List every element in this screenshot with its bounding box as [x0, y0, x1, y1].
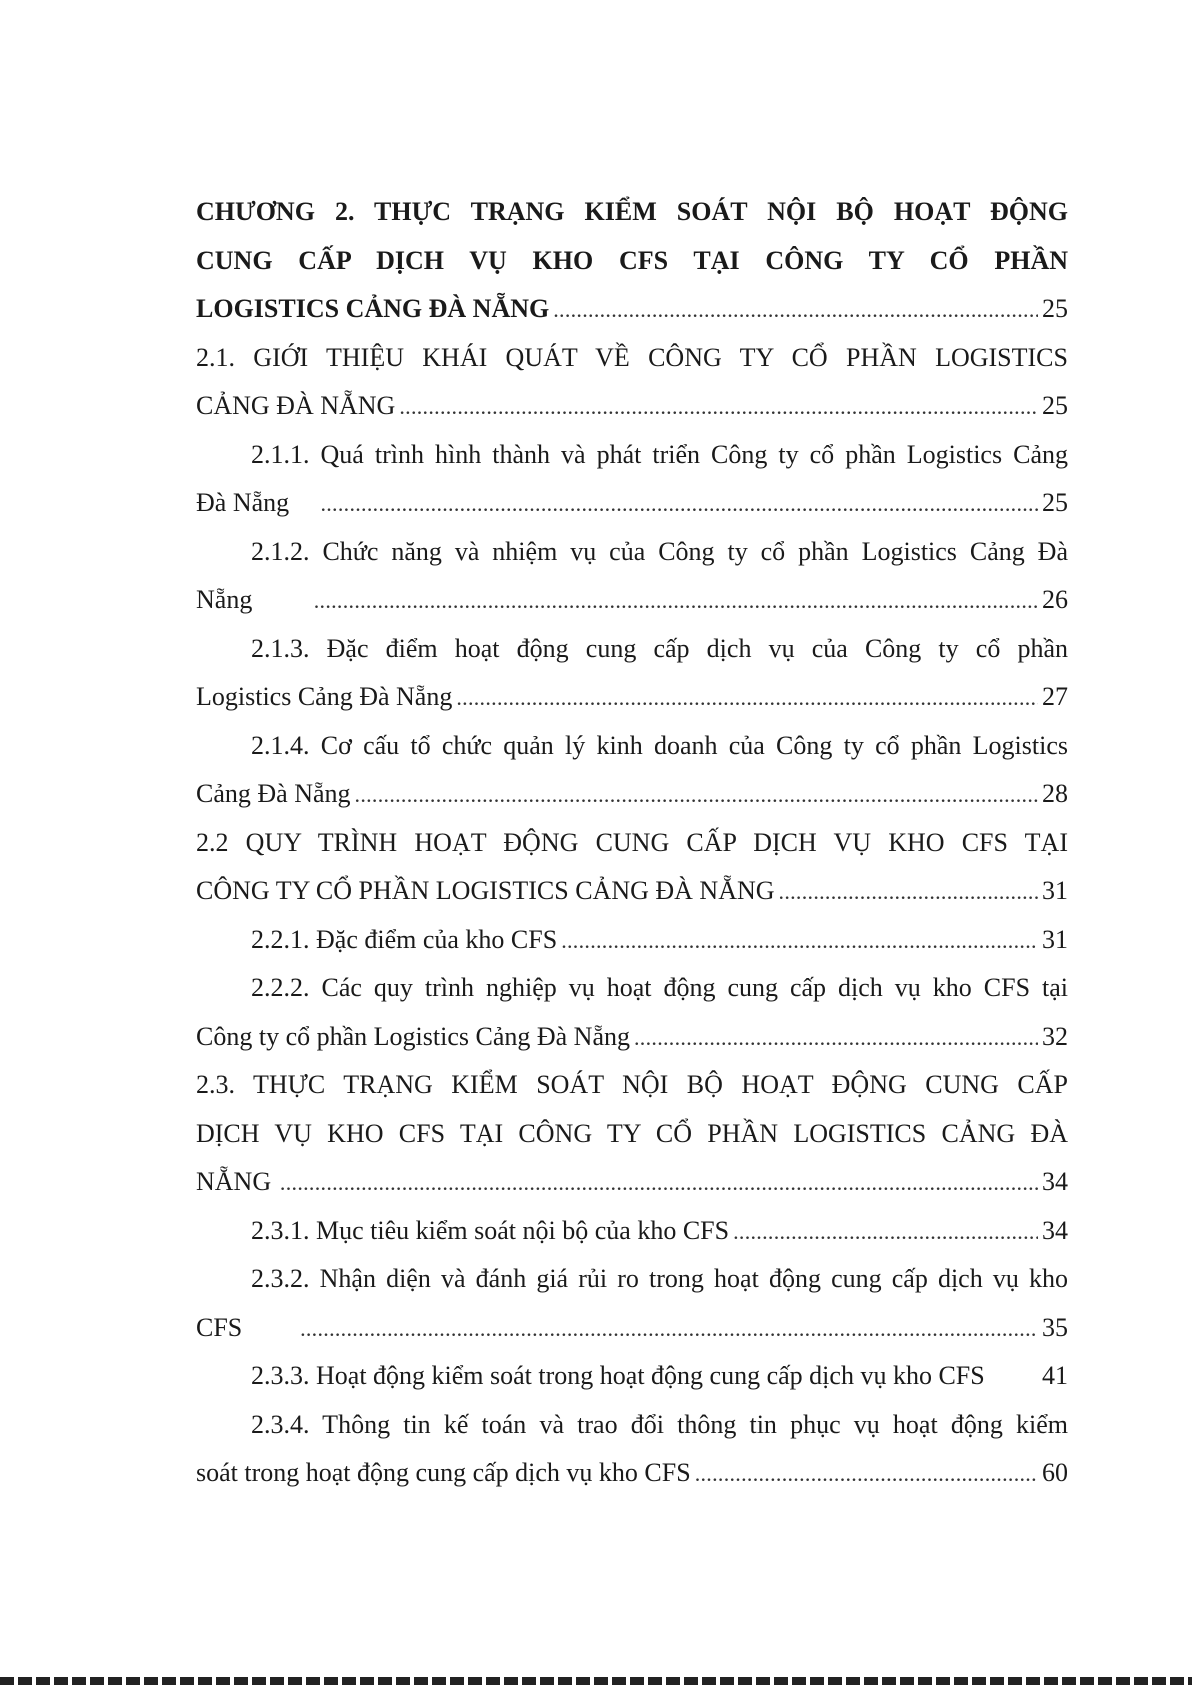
- toc-section-2-3-line3[interactable]: [196, 1158, 1068, 1207]
- dot-leader: [314, 576, 1038, 625]
- toc-section-2-1-2-line2[interactable]: [196, 576, 1068, 625]
- scan-bottom-edge: [0, 1677, 1192, 1685]
- toc-entry-text: CẢNG ĐÀ NẴNG: [196, 391, 396, 420]
- toc-section-2-1-4-line1: 2.1.4. Cơ cấu tổ chức quản lý kinh doanh của Công ty cổ phần Logistics: [251, 730, 1068, 760]
- toc-page-number: 31: [1042, 924, 1068, 954]
- toc-chapter2-line2: CUNG CẤP DỊCH VỤ KHO CFS TẠI CÔNG TY CỔ PHẦN: [196, 245, 1068, 275]
- toc-section-2-1-1-line1: 2.1.1. Quá trình hình thành và phát triển Công ty cổ phần Logistics Cảng: [251, 439, 1068, 469]
- toc-section-2-2-2-line2[interactable]: [196, 1013, 1068, 1062]
- toc-section-2-1-3-line2[interactable]: [196, 673, 1068, 722]
- dot-leader: [355, 770, 1038, 819]
- toc-section-2-3-line1: 2.3. THỰC TRẠNG KIỂM SOÁT NỘI BỘ HOẠT ĐỘNG CUNG CẤP: [196, 1070, 1068, 1099]
- toc-section-2-3-1[interactable]: [196, 1207, 1068, 1256]
- toc-page-number: 60: [1042, 1458, 1068, 1487]
- toc-entry-text: Nẵng: [196, 585, 253, 614]
- toc-section-2-1-line1: 2.1. GIỚI THIỆU KHÁI QUÁT VỀ CÔNG TY CỔ PHẦN LOGISTICS: [196, 342, 1068, 372]
- dot-leader: [553, 285, 1038, 334]
- toc-section-2-2-line2[interactable]: [196, 867, 1068, 916]
- toc-page-number: 27: [1042, 682, 1068, 711]
- toc-section-2-3-2-line2[interactable]: [196, 1304, 1068, 1353]
- dot-leader: [634, 1013, 1038, 1062]
- toc-page-number: 28: [1042, 779, 1068, 808]
- table-of-contents: [196, 188, 1068, 1498]
- toc-page-number: 26: [1042, 585, 1068, 614]
- toc-entry-text: 2.2.1. Đặc điểm của kho CFS: [251, 924, 558, 954]
- toc-entry-text: NẴNG: [196, 1167, 272, 1196]
- toc-section-2-3-4-line1: 2.3.4. Thông tin kế toán và trao đổi thông tin phục vụ hoạt động kiểm: [251, 1409, 1068, 1439]
- toc-page-number: 34: [1042, 1215, 1068, 1245]
- dot-leader: [779, 867, 1038, 916]
- dot-leader: [399, 382, 1038, 431]
- toc-page-number: 31: [1042, 876, 1068, 905]
- toc-entry-text: soát trong hoạt động cung cấp dịch vụ kho CFS: [196, 1458, 691, 1487]
- toc-page-number: 34: [1042, 1167, 1068, 1196]
- toc-entry-text: Cảng Đà Nẵng: [196, 779, 351, 808]
- toc-section-2-3-line2: DỊCH VỤ KHO CFS TẠI CÔNG TY CỔ PHẦN LOGISTICS CẢNG ĐÀ: [196, 1118, 1068, 1148]
- toc-section-2-1-2-line1: 2.1.2. Chức năng và nhiệm vụ của Công ty cổ phần Logistics Cảng Đà: [251, 536, 1068, 566]
- toc-entry-text: Logistics Cảng Đà Nẵng: [196, 682, 453, 711]
- toc-chapter2-line3[interactable]: [196, 285, 1068, 334]
- toc-entry-text: Công ty cổ phần Logistics Cảng Đà Nẵng: [196, 1021, 630, 1051]
- toc-section-2-1-4-line2[interactable]: [196, 770, 1068, 819]
- toc-section-2-2-line1: 2.2 QUY TRÌNH HOẠT ĐỘNG CUNG CẤP DỊCH VỤ KHO CFS TẠI: [196, 827, 1068, 857]
- toc-page-number: 32: [1042, 1021, 1068, 1051]
- dot-leader: [561, 916, 1038, 965]
- toc-entry-text: CFS: [196, 1312, 243, 1342]
- toc-section-2-3-4-line2[interactable]: [196, 1449, 1068, 1498]
- toc-chapter2-line1: CHƯƠNG 2. THỰC TRẠNG KIỂM SOÁT NỘI BỘ HOẠT ĐỘNG: [196, 197, 1068, 226]
- toc-section-2-1-3-line1: 2.1.3. Đặc điểm hoạt động cung cấp dịch vụ của Công ty cổ phần: [251, 633, 1068, 663]
- dot-leader: [320, 479, 1038, 528]
- toc-entry-text: CÔNG TY CỔ PHẦN LOGISTICS CẢNG ĐÀ NẴNG: [196, 876, 775, 905]
- toc-page-number: 25: [1042, 391, 1068, 420]
- toc-section-2-3-3[interactable]: [196, 1352, 1068, 1401]
- toc-page-number: 25: [1042, 294, 1068, 323]
- toc-page-number: 41: [1042, 1361, 1068, 1390]
- dot-leader: [456, 673, 1038, 722]
- toc-entry-text: Đà Nẵng: [196, 488, 290, 517]
- toc-page-number: 25: [1042, 488, 1068, 517]
- toc-section-2-1-1-line2[interactable]: [196, 479, 1068, 528]
- toc-section-2-2-2-line1: 2.2.2. Các quy trình nghiệp vụ hoạt động cung cấp dịch vụ kho CFS tại: [251, 973, 1068, 1002]
- dot-leader: [695, 1449, 1038, 1498]
- toc-entry-text: 2.3.1. Mục tiêu kiểm soát nội bộ của kho CFS: [251, 1215, 730, 1245]
- toc-page-number: 35: [1042, 1312, 1068, 1342]
- toc-entry-text: LOGISTICS CẢNG ĐÀ NẴNG: [196, 294, 550, 323]
- toc-section-2-2-1[interactable]: [196, 916, 1068, 965]
- dot-leader: [280, 1158, 1038, 1207]
- toc-section-2-1-line2[interactable]: [196, 382, 1068, 431]
- toc-section-2-3-2-line1: 2.3.2. Nhận diện và đánh giá rủi ro trong hoạt động cung cấp dịch vụ kho: [251, 1264, 1068, 1293]
- toc-entry-text: 2.3.3. Hoạt động kiểm soát trong hoạt động cung cấp dịch vụ kho CFS: [251, 1361, 985, 1390]
- dot-leader: [300, 1304, 1038, 1353]
- dot-leader: [733, 1207, 1038, 1256]
